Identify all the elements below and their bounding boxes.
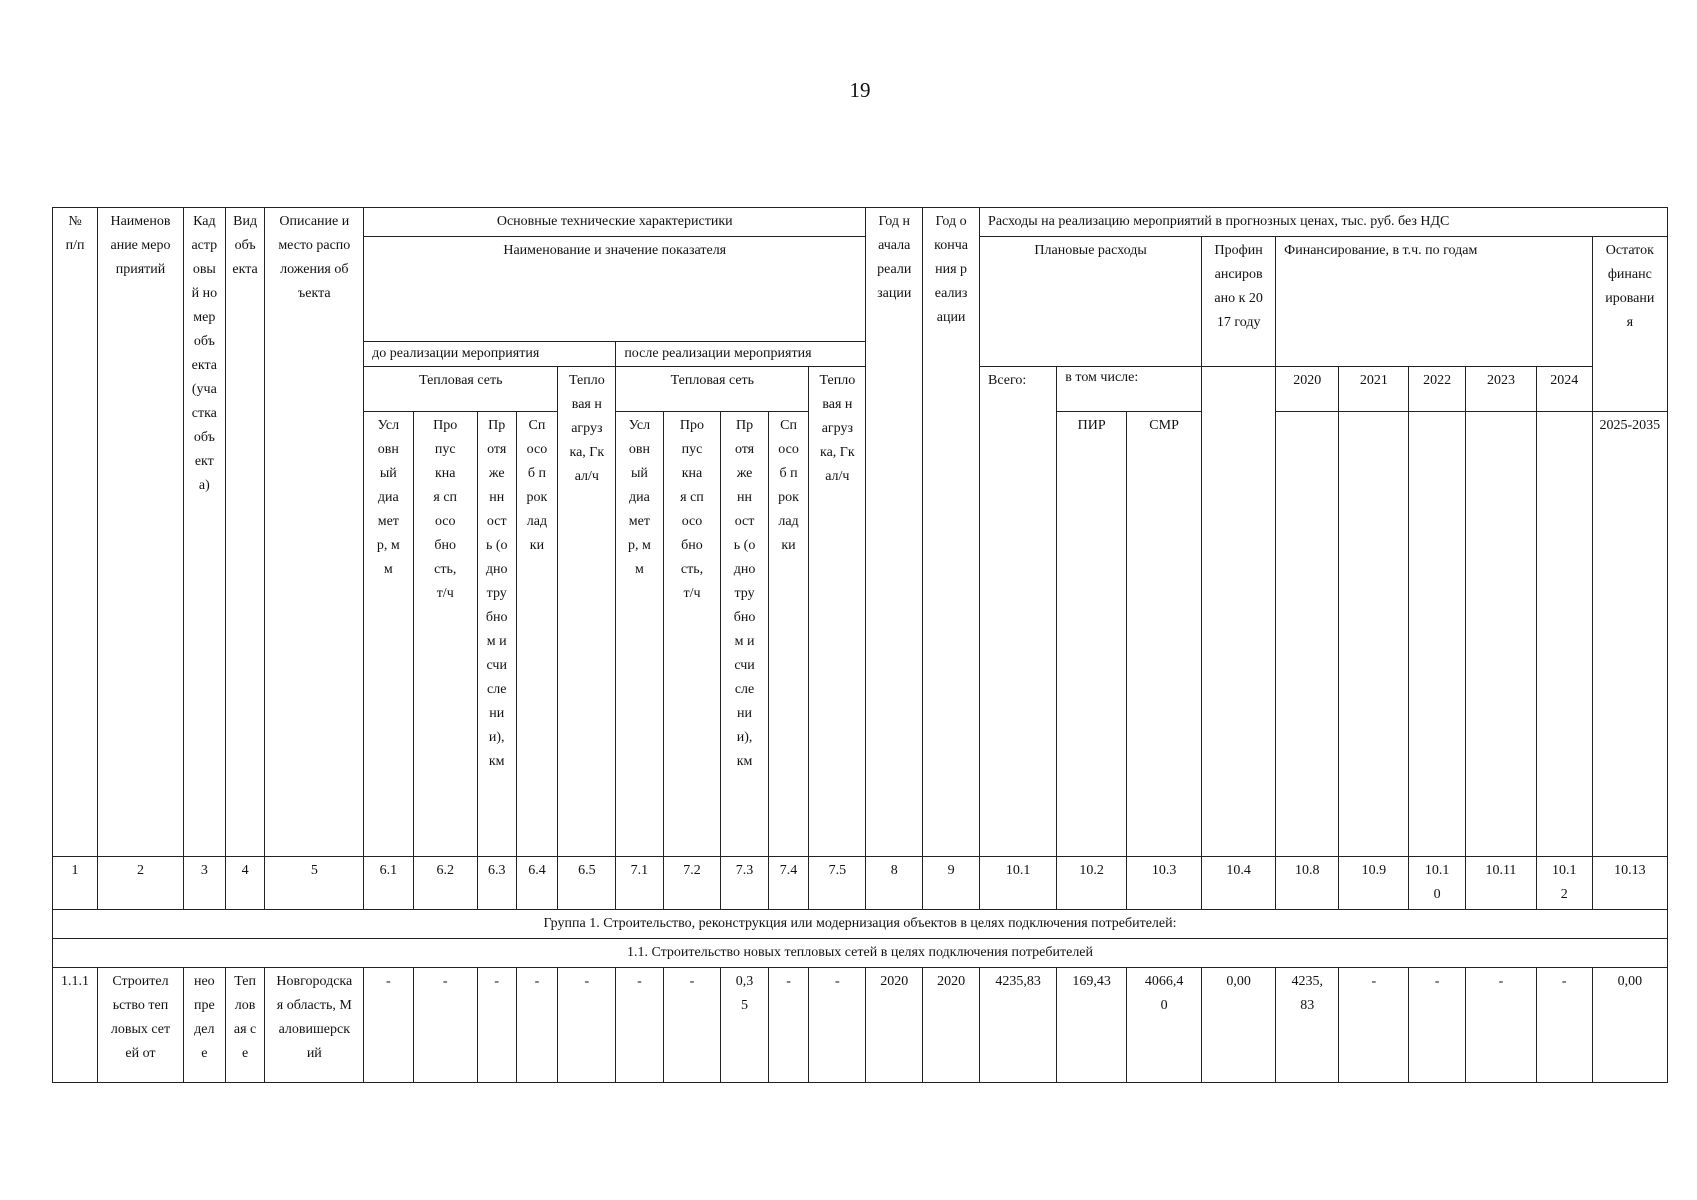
header-year-blank [1409,412,1466,857]
column-number: 3 [183,857,225,910]
header-capacity-after: Пропускная способность, т/ч [663,412,721,857]
cell-pir: 169,43 [1057,968,1127,1083]
column-number: 6.3 [477,857,516,910]
column-number: 10.1 [980,857,1057,910]
column-number: 6.1 [364,857,413,910]
header-capacity-before: Пропускная способность, т/ч [413,412,477,857]
header-pir: ПИР [1057,412,1127,857]
header-heat-network-before: Тепловая сеть [364,367,558,412]
header-year-start: Год начала реализации [866,208,923,857]
cell-before-capacity: - [413,968,477,1083]
column-number: 10.4 [1202,857,1276,910]
header-kind: Вид объекта [225,208,265,857]
header-year-2025-2035: 2025-2035 [1592,412,1667,857]
header-financing-years: Финансирование, в т.ч. по годам [1276,237,1593,367]
header-including: в том числе: [1057,367,1202,412]
cell-remaining: 0,00 [1592,968,1667,1083]
column-number: 9 [923,857,980,910]
header-year-2024: 2024 [1536,367,1592,412]
column-number: 7.3 [721,857,768,910]
cell-num: 1.1.1 [53,968,98,1083]
cell-year-2021: - [1339,968,1409,1083]
header-name: Наименование мероприятий [98,208,184,857]
header-planned: Плановые расходы [980,237,1202,367]
cell-after-length: 0,35 [721,968,768,1083]
group-row [53,910,1668,939]
column-number: 10.11 [1466,857,1537,910]
header-laying-before: Способ прокладки [516,412,558,857]
page-number: 19 [849,78,871,102]
column-number: 10.9 [1339,857,1409,910]
cell-year-start: 2020 [866,968,923,1083]
column-number: 5 [265,857,364,910]
subgroup-title: 1.1. Строительство новых тепловых сетей в целях подключения потребителей [53,939,1668,968]
header-num: № п/п [53,208,98,857]
investment-table [52,207,1668,1083]
cell-after-diameter: - [616,968,663,1083]
cell-after-load: - [809,968,866,1083]
cell-name: Строительство тепловых сетей от [98,968,184,1083]
header-cadastre: Кадастровый номер объекта (участка объекта) [183,208,225,857]
header-financed-2017: Профинансировано к 2017 году [1202,237,1276,367]
header-row [53,208,1668,237]
header-length-after: Протяженность (однотрубном исчислении), км [721,412,768,857]
column-number: 7.5 [809,857,866,910]
column-number: 10.12 [1536,857,1592,910]
group-title: Группа 1. Строительство, реконструкция или модернизация объектов в целях подключения потребителей: [53,910,1668,939]
header-diameter-after: Условный диаметр, мм [616,412,663,857]
column-number: 10.13 [1592,857,1667,910]
column-number: 8 [866,857,923,910]
column-number: 10.2 [1057,857,1127,910]
header-year-blank [1466,412,1537,857]
column-number: 10.8 [1276,857,1339,910]
column-number: 6.5 [558,857,616,910]
header-laying-after: Способ прокладки [768,412,809,857]
cell-total: 4235,83 [980,968,1057,1083]
header-length-before: Протяженность (однотрубном исчислении), км [477,412,516,857]
cell-financed-2017: 0,00 [1202,968,1276,1083]
column-number: 7.2 [663,857,721,910]
cell-before-load: - [558,968,616,1083]
header-year-2022: 2022 [1409,367,1466,412]
header-tech-group: Основные технические характеристики [364,208,866,237]
header-heat-load-after: Тепловая нагрузка, Гкал/ч [809,367,866,857]
header-year-2020: 2020 [1276,367,1339,412]
header-costs-group: Расходы на реализацию мероприятий в прогнозных ценах, тыс. руб. без НДС [980,208,1668,237]
header-year-blank [1536,412,1592,857]
header-tech-sub: Наименование и значение показателя [364,237,866,342]
column-number: 6.4 [516,857,558,910]
cell-smr: 4066,40 [1127,968,1202,1083]
cell-cadastre: неопределе [183,968,225,1083]
cell-after-capacity: - [663,968,721,1083]
cell-before-laying: - [516,968,558,1083]
header-year-2021: 2021 [1339,367,1409,412]
header-remaining: Остаток финансирования [1592,237,1667,412]
header-heat-network-after: Тепловая сеть [616,367,809,412]
column-number: 10.3 [1127,857,1202,910]
column-number: 2 [98,857,184,910]
column-number: 7.1 [616,857,663,910]
cell-year-2022: - [1409,968,1466,1083]
column-number: 7.4 [768,857,809,910]
header-diameter-before: Условный диаметр, мм [364,412,413,857]
cell-kind: Тепловая се [225,968,265,1083]
table-row [53,968,1668,1083]
cell-year-2024: - [1536,968,1592,1083]
column-number: 10.10 [1409,857,1466,910]
cell-before-diameter: - [364,968,413,1083]
header-year-blank [1339,412,1409,857]
cell-year-2020: 4235,83 [1276,968,1339,1083]
column-number: 1 [53,857,98,910]
header-year-blank [1276,412,1339,857]
cell-year-end: 2020 [923,968,980,1083]
header-description: Описание и место расположения объекта [265,208,364,857]
header-financed-blank [1202,367,1276,857]
header-heat-load-before: Тепловая нагрузка, Гкал/ч [558,367,616,857]
cell-before-length: - [477,968,516,1083]
cell-year-2023: - [1466,968,1537,1083]
group-row [53,939,1668,968]
cell-after-laying: - [768,968,809,1083]
column-number: 4 [225,857,265,910]
header-total: Всего: [980,367,1057,857]
column-number: 6.2 [413,857,477,910]
column-number-row [53,857,1668,910]
header-after: после реализации мероприятия [616,342,866,367]
header-year-2023: 2023 [1466,367,1537,412]
cell-description: Новгородская область, Маловишерский [265,968,364,1083]
header-smr: СМР [1127,412,1202,857]
header-before: до реализации мероприятия [364,342,616,367]
header-year-end: Год окончания реализации [923,208,980,857]
